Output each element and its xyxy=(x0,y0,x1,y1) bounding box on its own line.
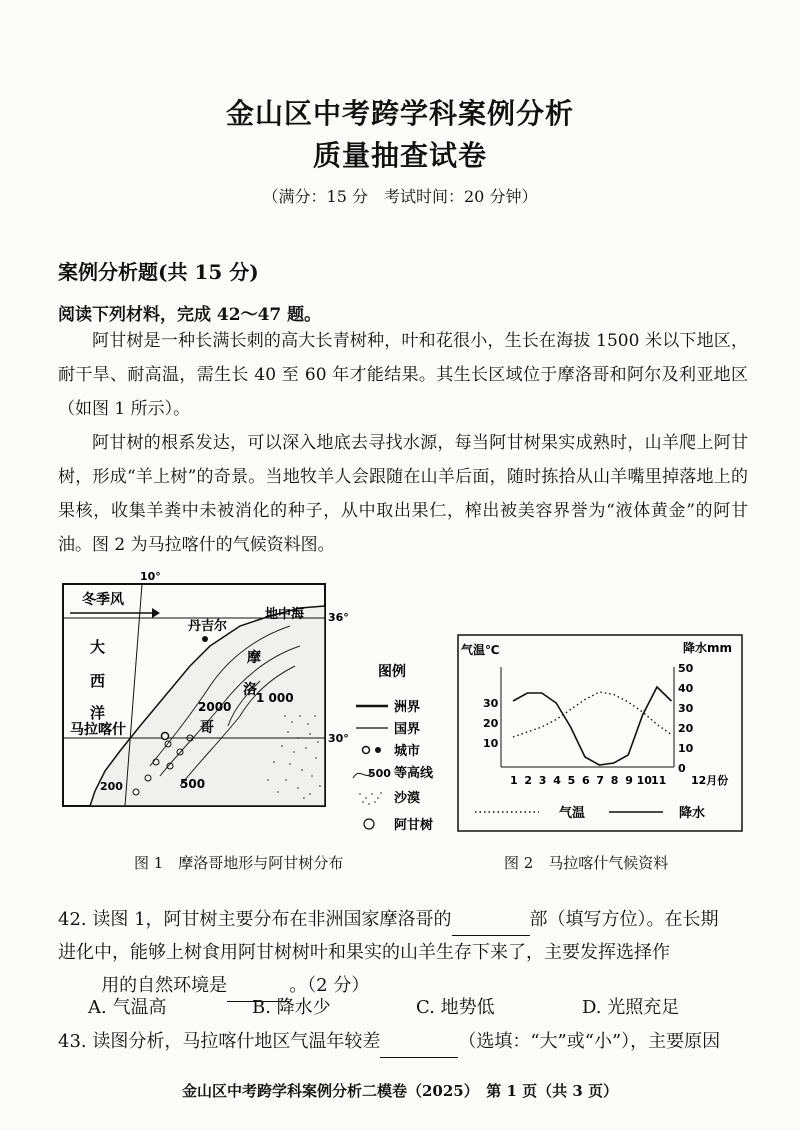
contour-200-label: 200 xyxy=(100,780,123,793)
month-tick-label: 8 xyxy=(610,774,619,787)
legend-desert-symbol xyxy=(359,792,382,805)
month-tick-label: 2 xyxy=(524,774,533,787)
month-tick-label: 3 xyxy=(538,774,547,787)
temp-tick: 30 xyxy=(483,697,499,710)
legend-argan-symbol xyxy=(364,819,374,829)
option-b[interactable]: B. 降水少 xyxy=(252,997,331,1018)
question-42 xyxy=(58,903,758,1002)
month-tick-labels xyxy=(510,774,666,787)
temp-tick: 10 xyxy=(483,737,499,750)
option-a[interactable]: A. 气温高 xyxy=(88,997,167,1018)
answer-blank-43[interactable] xyxy=(380,1033,458,1058)
month-tick-label: 6 xyxy=(582,774,590,787)
question-43 xyxy=(58,1025,758,1058)
legend-continent-boundary: 洲界 xyxy=(394,700,421,715)
option-d[interactable]: D. 光照充足 xyxy=(582,997,680,1018)
exam-subtitle: 质量抽查试卷 xyxy=(312,139,487,172)
precip-tick: 20 xyxy=(678,722,694,735)
legend-desert: 沙漠 xyxy=(394,791,421,806)
winter-wind-label: 冬季风 xyxy=(82,592,124,608)
month-tick-label: 7 xyxy=(596,774,605,787)
arrow-head-icon xyxy=(152,608,160,618)
legend-city-symbol xyxy=(363,747,370,754)
figure-1-caption: 图 1 摩洛哥地形与阿甘树分布 xyxy=(134,854,344,872)
legend-argan: 阿甘树 xyxy=(394,818,434,833)
temp-tick: 20 xyxy=(483,717,499,730)
legend-title: 图例 xyxy=(378,664,406,680)
figure-1-map xyxy=(60,566,455,846)
precip-tick: 40 xyxy=(678,682,694,695)
section-title: 案例分析题(共 15 分) xyxy=(58,260,259,284)
city-marrakech-dot xyxy=(162,733,169,740)
precip-tick: 30 xyxy=(678,702,694,715)
longitude-label: 10° xyxy=(140,570,161,583)
ocean-label-char: 西 xyxy=(90,672,106,690)
precip-tick: 50 xyxy=(678,662,694,675)
precipitation-line xyxy=(513,687,671,765)
month-tick-label: 10 xyxy=(636,774,652,787)
country-label-char: 摩 xyxy=(247,650,261,666)
city-tangier-label: 丹吉尔 xyxy=(188,619,228,634)
question-42-text: 用的自然环境是 xyxy=(101,975,228,996)
contour-1000-label: 1 000 xyxy=(256,691,294,705)
ocean-label-char: 洋 xyxy=(90,704,106,722)
figure-2-caption: 图 2 马拉喀什气候资料 xyxy=(504,854,669,872)
answer-blank-42a[interactable] xyxy=(452,911,530,936)
score-info: （满分：15 分 考试时间：20 分钟） xyxy=(262,187,538,206)
question-42-text: 部（填写方位）。在长期 xyxy=(529,909,719,930)
city-marrakech-label: 马拉喀什 xyxy=(70,722,126,738)
material-paragraph-2: 阿甘树的根系发达，可以深入地底去寻找水源，每当阿甘树果实成熟时，山羊爬上阿甘树，形成“羊上树”的奇景。当地牧羊人会跟随在山羊后面，随时拣拾从山羊嘴里掉落地上的果核，收集羊粪中未被消化的种子，从中取出果仁，榨出被美容界誉为“液体黄金”的阿甘油。图 2 为马拉喀什的气候资料图。 xyxy=(58,433,748,555)
question-43-text: 43. 读图分析，马拉喀什地区气温年较差 xyxy=(58,1031,381,1052)
month-tick-last: 12月份 xyxy=(691,774,729,787)
temp-axis-label: 气温℃ xyxy=(461,643,500,657)
option-c[interactable]: C. 地势低 xyxy=(416,997,495,1018)
page-footer: 金山区中考跨学科案例分析二模卷（2025） 第 1 页（共 3 页） xyxy=(181,1082,618,1100)
latitude-30-label: 30° xyxy=(328,732,349,745)
month-tick-label: 4 xyxy=(553,774,561,787)
question-43-text: （选填：“大”或“小”），主要原因 xyxy=(458,1031,721,1052)
legend-precip-label: 降水 xyxy=(679,806,706,821)
month-tick-label: 11 xyxy=(651,774,667,787)
city-tangier-dot xyxy=(202,636,208,642)
exam-title: 金山区中考跨学科案例分析 xyxy=(225,97,574,130)
legend-city-symbol-dot xyxy=(375,747,381,753)
precip-tick: 0 xyxy=(678,762,686,775)
legend-city: 城市 xyxy=(394,744,421,759)
legend-contour: 等高线 xyxy=(394,766,434,781)
latitude-36-label: 36° xyxy=(328,611,349,624)
contour-500-label: 500 xyxy=(180,777,206,791)
month-tick-label: 9 xyxy=(625,774,633,787)
contour-2000-label: 2000 xyxy=(198,700,232,714)
country-label-char: 洛 xyxy=(243,682,257,698)
sea-label: 地中海 xyxy=(265,607,305,622)
month-tick-label: 1 xyxy=(510,774,518,787)
precip-tick: 10 xyxy=(678,742,694,755)
question-42-text: 42. 读图 1，阿甘树主要分布在非洲国家摩洛哥的 xyxy=(58,909,452,930)
ocean-label-char: 大 xyxy=(90,638,106,656)
question-42-text: 。（2 分） xyxy=(289,975,370,996)
precip-axis-label: 降水mm xyxy=(683,641,733,655)
question-42-line-1 xyxy=(58,903,758,936)
legend-national-border: 国界 xyxy=(394,722,421,737)
material-paragraph-1: 阿甘树是一种长满长刺的高大长青树种，叶和花很小，生长在海拔 1500 米以下地区，耐干旱、耐高温，需生长 40 至 60 年才能结果。其生长区域位于摩洛哥和阿尔及利亚地区（如图 1 所示）。 xyxy=(58,331,748,419)
reading-instruction: 阅读下列材料，完成 42～47 题。 xyxy=(58,305,322,325)
legend-temp-label: 气温 xyxy=(559,806,586,821)
temperature-line xyxy=(513,692,671,737)
month-tick-label: 5 xyxy=(567,774,576,787)
figure-2-climate-chart xyxy=(457,634,743,834)
country-label-char: 哥 xyxy=(200,720,214,736)
question-42-line-2: 进化中，能够上树食用阿甘树树叶和果实的山羊生存下来了，主要发挥选择作 xyxy=(58,942,670,963)
legend-contour-value: 500 xyxy=(368,767,391,780)
